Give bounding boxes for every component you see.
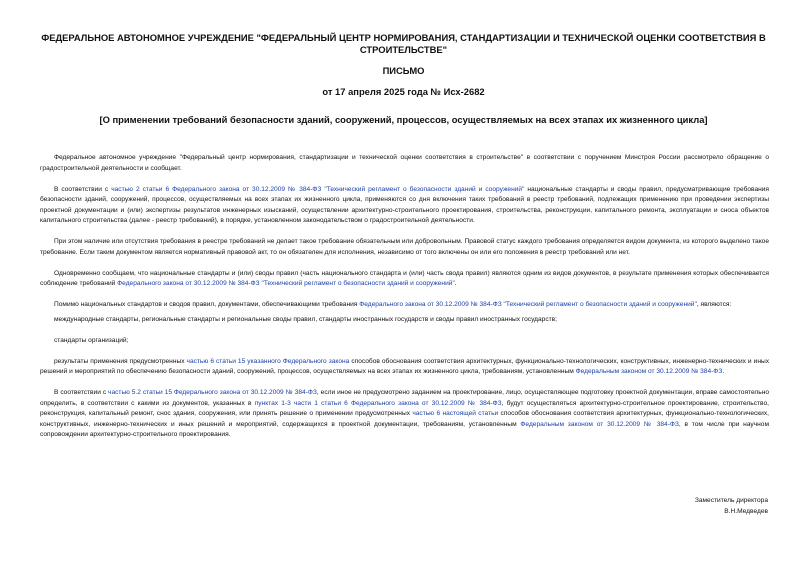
signer-position: Заместитель директора [694,497,768,504]
law-link[interactable]: частью 6 настоящей статьи [412,410,499,417]
text-span: способов обоснования соответствия архитектурных, функционально-технологических, конструктивных, инженерно-технических и иных решений и мероприятий, содержащихся в проектной документации, требованиям, установленным [40,410,769,428]
text-span: В соответствии с [54,185,112,193]
letter-body [40,153,769,451]
text-span: . [454,280,457,287]
document-subject: [О применении требований безопасности зданий, сооружений, процессов, осуществляемых на всех этапах их жизненного цикла] [99,114,708,125]
document-type: ПИСЬМО [382,65,425,76]
signature-block [695,495,768,517]
text-span: результаты применения предусмотренных [54,357,187,365]
law-link[interactable]: Федеральным законом от 30.12.2009 № 384-ФЗ [575,368,723,375]
paragraph-4 [40,269,769,290]
paragraph-2 [40,185,769,227]
law-link[interactable]: частью 2 статьи 6 Федерального закона от 30.12.2009 № 384-ФЗ "Технический регламент о безопасности зданий и сооружений" [111,185,525,193]
paragraph-3: При этом наличие или отсутствия требования в реестре требований не делает такое требование обязательным или добровольным. Правовой статус каждого требования определяется видом документа, из которого выделено такое требование. Если таким документом является нормативный правовой акт, то он обязателен для исполнения, независимо от того включены он или его положения в реестр требований или нет. [40,238,769,256]
law-link[interactable]: Федерального закона от 30.12.2009 № 384-ФЗ "Технический регламент о безопасности зданий и сооружений" [117,280,455,287]
law-link[interactable]: Федерального закона от 30.12.2009 № 384-ФЗ "Технический регламент о безопасности зданий и сооружений" [359,301,697,308]
law-link[interactable]: пунктах 1-3 части 1 статьи 6 Федерального закона от 30.12.2009 № 384-ФЗ [254,399,502,407]
text-span: национальные стандарты и своды правил, предусматривающие требования безопасности зданий, сооружений, процессов, осуществляемых на всех этапах их жизненного цикла, применяются со дня включения таких требований в реестр требований, подлежащих применению при проведении экспертизы проектной документации и (или) экспертизы результатов инженерных изысканий, осуществлении архитектурно-строительного проектирования, строительства, реконструкции, капитального ремонта, эксплуатации и сноса объектов капитального строительства (далее - реестр требований), в порядке, установленном законодательством о градостроительной деятельности. [40,185,770,224]
text-span: Одновременно сообщаем, что национальные стандарты и (или) своды правил (часть национального стандарта и (или) часть свода правил) являются одним из видов документов, в результате применения которых обеспечивается соблюдение требований [40,269,769,287]
text-span: , в том числе при научном сопровождении архитектурно-строительного проектирования. [40,420,769,438]
text-span: , если иное не предусмотрено заданием на проектирование, лицо, осуществляющее подготовку проектной документации, вправе самостоятельно определить, в соответствии с какими из документов, указанных в [40,389,770,407]
document-date-number: от 17 апреля 2025 года № Исх-2682 [322,86,485,97]
list-item-results [40,357,769,378]
text-span: , будут осуществляться архитектурно-строительное проектирование, строительство, реконструкция, капитальный ремонт, снос здания, сооружения, или принять решение о применении предусмотренных [40,399,769,417]
law-link[interactable]: Федеральным законом от 30.12.2009 № 384-ФЗ [520,420,679,428]
list-item-standards: международные стандарты, региональные стандарты и региональные своды правил, стандарты иностранных государств и своды правил иностранных государств; [54,315,557,323]
text-span: способов обоснования соответствия архитектурных, функционально-технологических, конструктивных, инженерно-технических и иных решений и мероприятий по обеспечению безопасности зданий, сооружений, процессов, осуществляемых на всех этапах их жизненного цикла, требованиям, установленным [40,357,769,375]
paragraph-1: Федеральное автономное учреждение "Федеральный центр нормирования, стандартизации и технической оценки соответствия в строительстве" в соответствии с поручением Минстроя России рассмотрело обращение о градостроительной деятельности и сообщает. [40,154,769,172]
text-span: , являются: [696,301,732,308]
list-item-org-standards: стандарты организаций; [54,336,129,344]
paragraph-5 [40,300,769,311]
text-span: В соответствии с [54,389,109,396]
law-link[interactable]: частью 6 статьи 15 указанного Федерального закона [186,357,350,365]
law-link[interactable]: частью 5.2 статьи 15 Федерального закона от 30.12.2009 № 384-ФЗ [108,389,317,396]
organization-name: ФЕДЕРАЛЬНОЕ АВТОНОМНОЕ УЧРЕЖДЕНИЕ "ФЕДЕРАЛЬНЫЙ ЦЕНТР НОРМИРОВАНИЯ, СТАНДАРТИЗАЦИИ И ТЕХНИЧЕСКОЙ ОЦЕНКИ СООТВЕТСТВИЯ В СТРОИТЕЛЬСТВЕ" [41,32,766,55]
text-span: Помимо национальных стандартов и сводов правил, документами, обеспечивающими требования [54,301,360,308]
paragraph-9 [40,388,769,441]
signer-name: В.Н.Медведев [724,508,768,515]
text-span: . [722,368,725,375]
